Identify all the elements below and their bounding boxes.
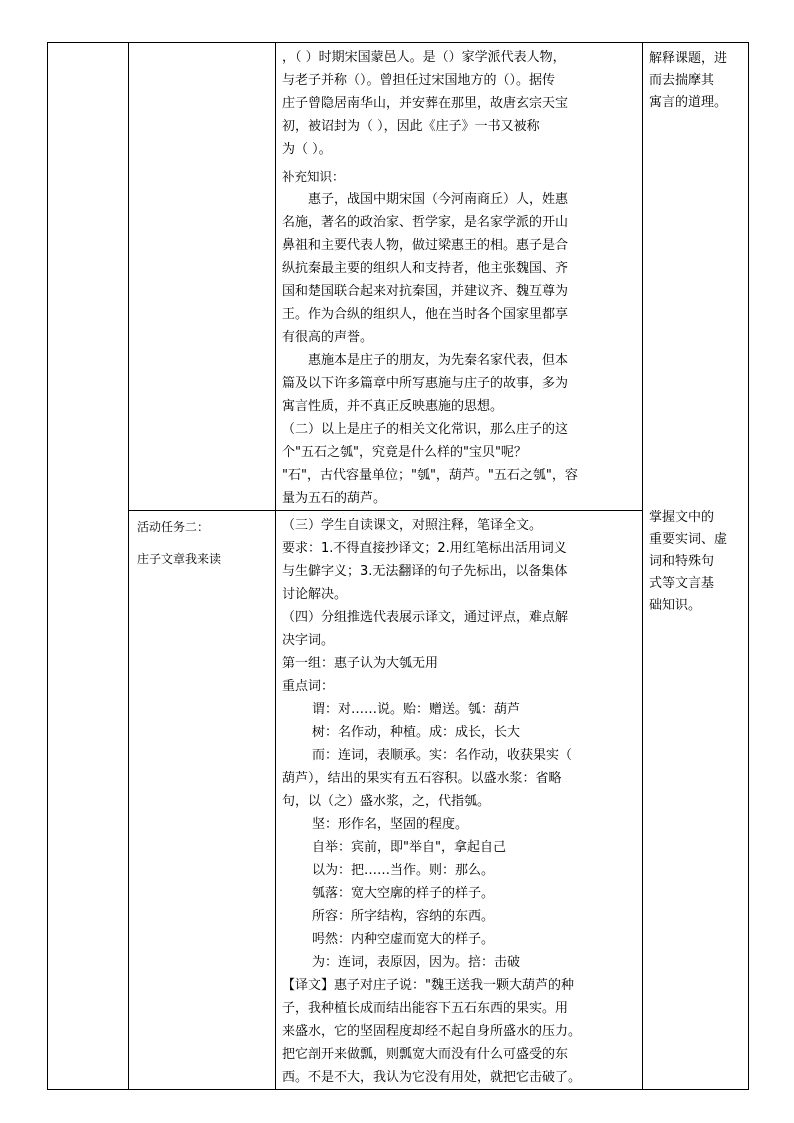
huishi-paragraph — [282, 349, 636, 418]
objective-line: 词和特殊句 — [649, 554, 715, 569]
huizi-paragraph — [282, 188, 636, 349]
paragraph-line: 有很高的声誉。 — [282, 330, 374, 345]
objective-line: 础知识。 — [649, 598, 702, 613]
key-word-line: 葫芦），结出的果实有五石容积。以盛水浆：省略 — [282, 771, 562, 786]
key-word-line: 树：名作动，种植。成：成长，长大 — [312, 725, 521, 740]
objective-2 — [643, 502, 748, 617]
key-word-line: 以为：把……当作。则：那么。 — [312, 863, 495, 878]
task-line: （三）学生自读课文，对照注释，笔译全文。 — [282, 518, 543, 533]
key-word-line: 为：连词，表原因，因为。掊：击破 — [312, 955, 521, 970]
table-row — [48, 43, 749, 511]
objective-line: 解释课题，进 — [649, 51, 728, 66]
supplement-heading: 补充知识： — [282, 169, 345, 184]
paragraph-line: 名施，著名的政治家、哲学家，是名家学派的开山 — [282, 215, 569, 230]
activity-title: 庄子文章我来读 — [137, 552, 222, 566]
paragraph-line: 惠施本是庄子的朋友，为先秦名家代表，但本 — [308, 353, 569, 368]
paragraph-line: 鼻祖和主要代表人物，做过梁惠王的相。惠子是合 — [282, 238, 569, 253]
intro-line: 初，被诏封为（ ），因此《庄子》一书又被称 — [282, 119, 540, 134]
translation-line: 把它剖开来做瓢，则瓢宽大而没有什么可盛受的东 — [282, 1047, 569, 1062]
objective-line: 寓言的道理。 — [649, 95, 728, 110]
paragraph-line: 纵抗秦最主要的组织人和支持者，他主张魏国、齐 — [282, 261, 569, 276]
empty-first-column — [48, 43, 129, 1090]
translation-line: 【译文】惠子对庄子说："魏王送我一颗大葫芦的种 — [282, 978, 574, 993]
translation-line: 子，我种植长成而结出能容下五石东西的果实。用 — [282, 1001, 569, 1016]
objectives-cell — [643, 43, 749, 1090]
paragraph-line: 惠子，战国中期宋国（今河南商丘）人，姓惠 — [308, 192, 569, 207]
content-cell-reading — [276, 511, 643, 1090]
activity-block — [129, 511, 275, 569]
answer-line: 量为五石的葫芦。 — [282, 491, 387, 506]
intro-line: 庄子曾隐居南华山，并安葬在那里，故唐玄宗天宝 — [282, 96, 569, 111]
question-line: 个"五石之瓠"，究竟是什么样的"宝贝"呢？ — [282, 445, 527, 460]
answer-block — [282, 464, 636, 510]
activity-cell-empty — [129, 43, 276, 511]
reading-content — [276, 511, 642, 1089]
requirement-line: 要求：1.不得直接抄译文；2.用红笔标出活用词义 — [282, 541, 567, 556]
translation-line: 西。不是不大，我认为它没有用处，就把它击破了。 — [282, 1070, 582, 1085]
intro-line: 与老子并称（）。曾担任过宋国地方的（）。据传 — [282, 73, 556, 88]
objective-line: 而去揣摩其 — [649, 73, 715, 88]
answer-line: "石"，古代容量单位；"瓠"，葫芦。"五石之瓠"，容 — [282, 468, 578, 483]
requirement-line: 与生僻字义；3.无法翻译的句子先标出，以备集体 — [282, 564, 568, 579]
key-word-line: 瓠落：宽大空廓的样子的样子。 — [312, 886, 495, 901]
question-line: （二）以上是庄子的相关文化常识，那么庄子的这 — [282, 422, 569, 437]
translation-line: 来盛水，它的坚固程度却经不起自身所盛水的压力。 — [282, 1024, 582, 1039]
paragraph-line: 篇及以下许多篇章中所写惠施与庄子的故事，多为 — [282, 376, 569, 391]
key-word-line: 而：连词，表顺承。实：名作动，收获果实（ — [312, 748, 573, 763]
intro-line: 为（ ）。 — [282, 142, 332, 157]
key-word-line: 呺然：内种空虚而宽大的样子。 — [312, 932, 495, 947]
key-word-line: 坚：形作名，坚固的程度。 — [312, 817, 469, 832]
task-line: 决字词。 — [282, 633, 335, 648]
activity-cell — [129, 511, 276, 1090]
key-word-line: 所容：所字结构，容纳的东西。 — [312, 909, 495, 924]
key-word-line: 句，以（之）盛水浆，之，代指瓠。 — [282, 794, 491, 809]
objective-line: 掌握文中的 — [649, 510, 715, 525]
intro-line: ，（ ）时期宋国蒙邑人。是（）家学派代表人物， — [282, 50, 566, 65]
objective-line: 重要实词、虚 — [649, 532, 728, 547]
paragraph-line: 王。作为合纵的组织人，他在当时各个国家里都享 — [282, 307, 569, 322]
requirement-line: 讨论解决。 — [282, 587, 348, 602]
paragraph-line: 国和楚国联合起来对抗秦国，并建议齐、魏互尊为 — [282, 284, 569, 299]
intro-block — [282, 46, 636, 161]
question-block — [282, 418, 636, 464]
culture-content — [276, 43, 642, 510]
task-line: （四）分组推选代表展示译文，通过评点，难点解 — [282, 610, 569, 625]
lesson-plan-table — [47, 42, 749, 1090]
key-word-line: 谓：对……说。贻：赠送。瓠：葫芦 — [312, 702, 521, 717]
objective-line: 式等文言基 — [649, 576, 715, 591]
paragraph-line: 寓言性质，并不真正反映惠施的思想。 — [282, 399, 504, 414]
key-word-line: 自举：宾前，即"举自"，拿起自己 — [312, 840, 506, 855]
content-cell-culture — [276, 43, 643, 511]
key-words-heading: 重点词： — [282, 679, 335, 694]
objective-1 — [643, 43, 748, 114]
activity-label: 活动任务二： — [137, 520, 210, 534]
group-heading: 第一组：惠子认为大瓠无用 — [282, 656, 439, 671]
